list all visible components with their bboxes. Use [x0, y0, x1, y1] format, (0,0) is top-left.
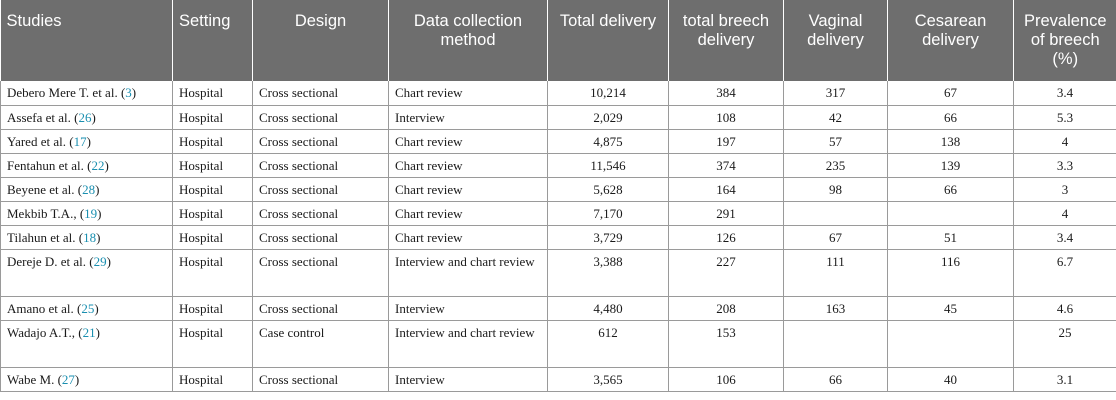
cell-total-breech-delivery: 374: [669, 153, 784, 177]
header-studies: Studies: [1, 0, 173, 81]
reference-close: ): [94, 300, 99, 316]
cell-cesarean-delivery: 66: [888, 105, 1014, 129]
header-prevalence-of-breech: Prevalence of breech (%): [1014, 0, 1116, 81]
cell-cesarean-delivery: 51: [888, 225, 1014, 249]
reference-link[interactable]: 25: [81, 300, 95, 316]
cell-setting: Hospital: [173, 296, 253, 320]
cell-cesarean-delivery: 67: [888, 81, 1014, 105]
study-name: Mekbib T.A., (: [7, 205, 85, 221]
table-row: [1, 225, 1116, 249]
cell-prevalence-of-breech: 4: [1014, 129, 1116, 153]
cell-cesarean-delivery: 138: [888, 129, 1014, 153]
cell-total-delivery: 3,729: [548, 225, 669, 249]
cell-total-breech-delivery: 126: [669, 225, 784, 249]
study-name: Wabe M. (: [7, 371, 62, 387]
cell-setting: Hospital: [173, 249, 253, 296]
table-row: [1, 81, 1116, 105]
cell-prevalence-of-breech: 3: [1014, 177, 1116, 201]
reference-link[interactable]: 21: [82, 324, 96, 340]
header-setting: Setting: [173, 0, 253, 81]
cell-data-collection-method: Interview: [389, 296, 548, 320]
cell-cesarean-delivery: 66: [888, 177, 1014, 201]
cell-design: Cross sectional: [253, 129, 389, 153]
study-name: Fentahun et al. (: [7, 157, 92, 173]
cell-total-delivery: 612: [548, 320, 669, 367]
cell-setting: Hospital: [173, 153, 253, 177]
reference-close: ): [91, 109, 96, 125]
cell-cesarean-delivery: 139: [888, 153, 1014, 177]
cell-total-breech-delivery: 153: [669, 320, 784, 367]
cell-total-delivery: 4,480: [548, 296, 669, 320]
cell-study: [1, 153, 173, 177]
cell-prevalence-of-breech: 3.4: [1014, 81, 1116, 105]
cell-total-delivery: 10,214: [548, 81, 669, 105]
cell-prevalence-of-breech: 3.4: [1014, 225, 1116, 249]
cell-design: Cross sectional: [253, 81, 389, 105]
cell-setting: Hospital: [173, 225, 253, 249]
cell-vaginal-delivery: 98: [784, 177, 888, 201]
cell-design: Cross sectional: [253, 153, 389, 177]
cell-total-breech-delivery: 227: [669, 249, 784, 296]
cell-total-breech-delivery: 291: [669, 201, 784, 225]
reference-close: ): [97, 205, 102, 221]
cell-vaginal-delivery: 317: [784, 81, 888, 105]
cell-vaginal-delivery: 57: [784, 129, 888, 153]
study-name: Wadajo A.T., (: [7, 324, 83, 340]
cell-total-breech-delivery: 384: [669, 81, 784, 105]
cell-total-breech-delivery: 108: [669, 105, 784, 129]
table-row: [1, 367, 1116, 391]
cell-study: [1, 249, 173, 296]
cell-vaginal-delivery: [784, 201, 888, 225]
cell-design: Cross sectional: [253, 367, 389, 391]
cell-cesarean-delivery: [888, 201, 1014, 225]
cell-setting: Hospital: [173, 105, 253, 129]
reference-close: ): [86, 133, 91, 149]
cell-prevalence-of-breech: 5.3: [1014, 105, 1116, 129]
table-row: [1, 296, 1116, 320]
table-header: [1, 0, 1116, 81]
cell-study: [1, 201, 173, 225]
cell-total-delivery: 4,875: [548, 129, 669, 153]
study-name: Beyene et al. (: [7, 181, 83, 197]
cell-study: [1, 129, 173, 153]
cell-design: Cross sectional: [253, 177, 389, 201]
reference-close: ): [74, 371, 80, 387]
cell-data-collection-method: Chart review: [389, 177, 548, 201]
cell-setting: Hospital: [173, 81, 253, 105]
reference-close: ): [106, 253, 111, 269]
study-name: Amano et al. (: [7, 300, 82, 316]
cell-cesarean-delivery: [888, 320, 1014, 367]
cell-total-breech-delivery: 208: [669, 296, 784, 320]
cell-vaginal-delivery: 66: [784, 367, 888, 391]
cell-prevalence-of-breech: 25: [1014, 320, 1116, 367]
header-design: Design: [253, 0, 389, 81]
cell-design: Cross sectional: [253, 201, 389, 225]
cell-total-delivery: 3,388: [548, 249, 669, 296]
reference-close: ): [104, 157, 109, 173]
reference-link[interactable]: 27: [61, 371, 75, 387]
header-total-delivery: Total delivery: [548, 0, 669, 81]
header-data-collection-method: Data collection method: [389, 0, 548, 81]
study-name: Dereje D. et al. (: [7, 253, 94, 269]
cell-total-breech-delivery: 197: [669, 129, 784, 153]
cell-study: [1, 367, 173, 391]
reference-link[interactable]: 26: [78, 109, 92, 125]
cell-setting: Hospital: [173, 129, 253, 153]
cell-total-delivery: 7,170: [548, 201, 669, 225]
cell-total-delivery: 11,546: [548, 153, 669, 177]
cell-data-collection-method: Interview: [389, 105, 548, 129]
cell-vaginal-delivery: 235: [784, 153, 888, 177]
reference-close: ): [96, 229, 101, 245]
reference-link[interactable]: 28: [82, 181, 96, 197]
table-body: [1, 81, 1116, 391]
table-row: [1, 153, 1116, 177]
cell-study: [1, 105, 173, 129]
cell-vaginal-delivery: 67: [784, 225, 888, 249]
cell-setting: Hospital: [173, 367, 253, 391]
cell-design: Case control: [253, 320, 389, 367]
table-row: [1, 129, 1116, 153]
cell-setting: Hospital: [173, 177, 253, 201]
cell-cesarean-delivery: 45: [888, 296, 1014, 320]
cell-design: Cross sectional: [253, 296, 389, 320]
header-cesarean-delivery: Cesarean delivery: [888, 0, 1014, 81]
reference-close: ): [95, 324, 100, 340]
cell-vaginal-delivery: [784, 320, 888, 367]
reference-link[interactable]: 17: [73, 133, 87, 149]
study-name: Assefa et al. (: [7, 109, 79, 125]
cell-study: [1, 81, 173, 105]
cell-data-collection-method: Chart review: [389, 129, 548, 153]
cell-data-collection-method: Interview: [389, 367, 548, 391]
cell-design: Cross sectional: [253, 105, 389, 129]
reference-link[interactable]: 19: [84, 205, 98, 221]
table-row: [1, 105, 1116, 129]
table-row: [1, 177, 1116, 201]
cell-total-breech-delivery: 164: [669, 177, 784, 201]
cell-study: [1, 225, 173, 249]
header-vaginal-delivery: Vaginal delivery: [784, 0, 888, 81]
study-name: Yared et al. (: [7, 133, 74, 149]
cell-vaginal-delivery: 111: [784, 249, 888, 296]
table-row: [1, 201, 1116, 225]
table-row: [1, 320, 1116, 367]
reference-close: ): [131, 85, 137, 100]
study-name: Debero Mere T. et al. (: [7, 85, 126, 100]
cell-vaginal-delivery: 42: [784, 105, 888, 129]
cell-prevalence-of-breech: 3.1: [1014, 367, 1116, 391]
table-row: [1, 249, 1116, 296]
cell-study: [1, 177, 173, 201]
cell-prevalence-of-breech: 3.3: [1014, 153, 1116, 177]
cell-cesarean-delivery: 40: [888, 367, 1014, 391]
cell-prevalence-of-breech: 4: [1014, 201, 1116, 225]
cell-prevalence-of-breech: 6.7: [1014, 249, 1116, 296]
cell-prevalence-of-breech: 4.6: [1014, 296, 1116, 320]
reference-close: ): [95, 181, 100, 197]
header-total-breech-delivery: total breech delivery: [669, 0, 784, 81]
cell-total-breech-delivery: 106: [669, 367, 784, 391]
reference-link[interactable]: 3: [125, 85, 132, 100]
reference-link[interactable]: 18: [83, 229, 97, 245]
cell-data-collection-method: Chart review: [389, 225, 548, 249]
cell-data-collection-method: Interview and chart review: [389, 249, 548, 296]
cell-setting: Hospital: [173, 201, 253, 225]
cell-design: Cross sectional: [253, 249, 389, 296]
study-name: Tilahun et al. (: [7, 229, 84, 245]
cell-vaginal-delivery: 163: [784, 296, 888, 320]
cell-total-delivery: 2,029: [548, 105, 669, 129]
cell-design: Cross sectional: [253, 225, 389, 249]
cell-setting: Hospital: [173, 320, 253, 367]
cell-data-collection-method: Chart review: [389, 153, 548, 177]
cell-study: [1, 320, 173, 367]
reference-link[interactable]: 29: [93, 253, 107, 269]
cell-study: [1, 296, 173, 320]
cell-data-collection-method: Chart review: [389, 81, 548, 105]
cell-total-delivery: 5,628: [548, 177, 669, 201]
cell-total-delivery: 3,565: [548, 367, 669, 391]
cell-data-collection-method: Interview and chart review: [389, 320, 548, 367]
cell-cesarean-delivery: 116: [888, 249, 1014, 296]
cell-data-collection-method: Chart review: [389, 201, 548, 225]
reference-link[interactable]: 22: [91, 157, 105, 173]
